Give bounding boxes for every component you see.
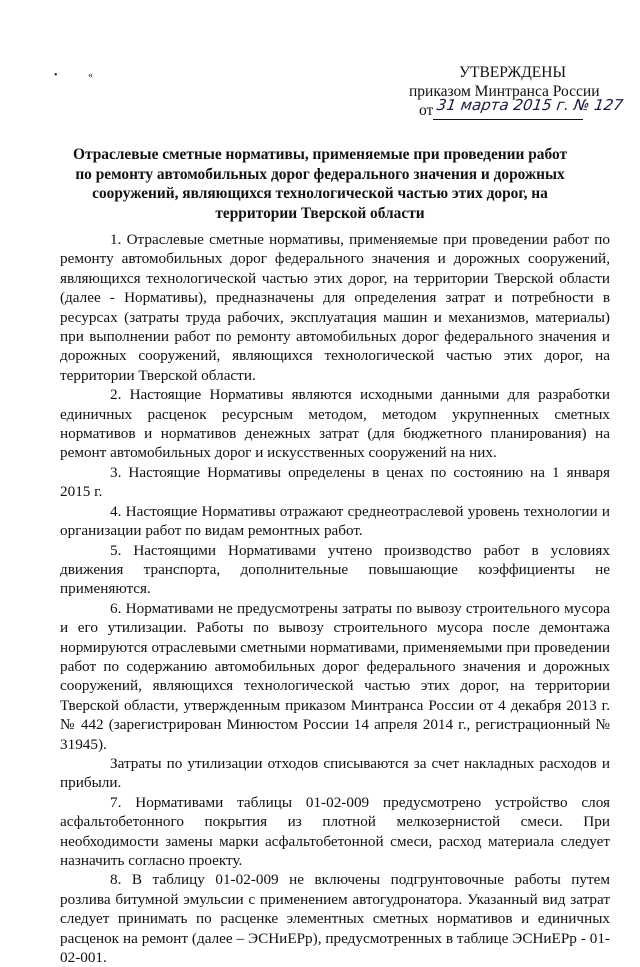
paragraph-6-note: Затраты по утилизации отходов списываются за счет накладных расходов и прибыли. — [60, 754, 610, 792]
approval-date-prefix: от — [419, 102, 434, 119]
paragraph-2: 2. Настоящие Нормативы являются исходными данными для разработки единичных расценок ресурсным методом, методом укрупненных сметных нормативов и нормативов денежных затрат (для бюджетного планирования) на ремонт автомобильных дорог и искусственных сооружений на них. — [60, 386, 610, 462]
paragraph-7: 7. Нормативами таблицы 01-02-009 предусмотрено устройство слоя асфальтобетонного покрытия из плотной мелкозернистой смеси. При необходимости замены марки асфальтобетонной смеси, расход материала следует назначить согласно проекту. — [60, 793, 610, 869]
paragraph-1: 1. Отраслевые сметные нормативы, применяемые при проведении работ по ремонту автомобильных дорог федерального значения и дорожных сооружений, являющихся технологической частью этих дорог, на территории Тверской области (далее - Нормативы), предназначены для определения затрат и потребности в ресурсах (затраты труда рабочих, эксплуатация машин и механизмов, материалы) при выполнении работ по ремонту автомобильных дорог федерального значения и дорожных сооружений, являющихся технологической частью этих дорог, на территории Тверской области. — [60, 231, 610, 384]
scan-marks: • « — [54, 70, 108, 81]
paragraph-8: 8. В таблицу 01-02-009 не включены подгрунтовочные работы путем розлива битумной эмульсии с применением автогудронатора. Указанный вид затрат следует принимать по расценке элементных сметных нормативов и единичных расценок на ремонт (далее – ЭСНиЕРр), предусмотренных в таблице ЭСНиЕРр - 01-02-001. — [60, 871, 610, 967]
paragraph-4: 4. Настоящие Нормативы отражают среднеотраслевой уровень технологии и организации работ по видам ремонтных работ. — [60, 502, 610, 540]
paragraph-3: 3. Настоящие Нормативы определены в ценах по состоянию на 1 января 2015 г. — [60, 463, 610, 501]
document-body — [60, 230, 610, 967]
document-title: Отраслевые сметные нормативы, применяемые при проведении работ по ремонту автомобильных дорог федерального значения и дорожных сооружений, являющихся технологической частью этих дорог, на территории Тверской области — [72, 146, 568, 222]
paragraph-6: 6. Нормативами не предусмотрены затраты по вывозу строительного мусора и его утилизации. Работы по вывозу строительного мусора после демонтажа нормируются отраслевыми сметными нормативами, применяемыми при проведении работ по содержанию автомобильных дорог федерального значения и дорожных сооружений, являющихся технологической частью этих дорог, на территории Тверской области, утвержденным приказом Минтранса России от 4 декабря 2013 г. № 442 (зарегистрирован Минюстом России 14 апреля 2014 г., регистрационный № 31945). — [60, 599, 610, 753]
approval-heading: УТВЕРЖДЕНЫ — [459, 64, 566, 81]
approval-order-line: приказом Минтранса России — [409, 83, 600, 100]
handwritten-date-number: 31 марта 2015 г. № 127 — [435, 96, 625, 114]
paragraph-5: 5. Настоящими Нормативами учтено производство работ в условиях движения транспорта, дополнительные повышающие коэффициенты не применяются. — [60, 541, 610, 598]
